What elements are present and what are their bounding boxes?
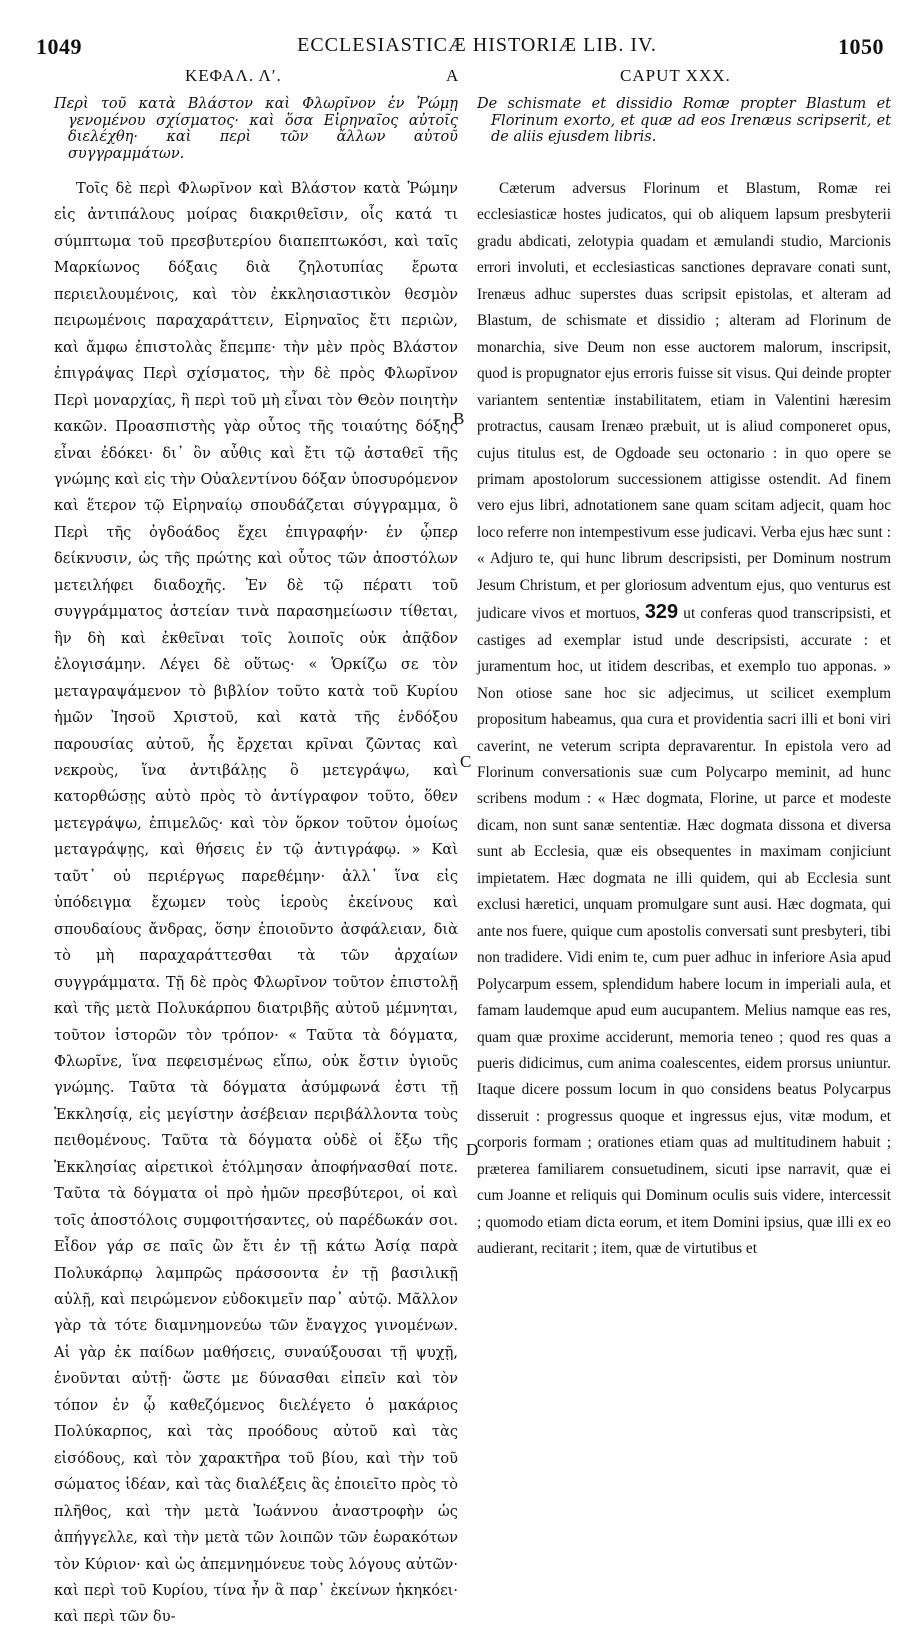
chapter-heading-latin: CAPUT XXX. [620, 66, 731, 85]
greek-chapter-summary [54, 96, 458, 162]
latin-chapter-summary [477, 96, 891, 146]
column-marker-a: A [446, 66, 459, 85]
margin-marker-b: B [453, 409, 465, 428]
margin-marker-c: C [460, 752, 472, 771]
greek-body-text: Τοῖς δὲ περὶ Φλωρῖνον καὶ Βλάστον κατὰ Ῥώμην εἰς ἀντιπάλους μοίρας διακριθεῖσιν, οἷς κατά τι σύμπτωμα τοῦ πρεσβυτερίου διαπεπτωκόσι, καὶ ταῖς Μαρκίωνος δόξαις διὰ ζηλοτυπίας ἔρωτα περιειλουμένοις, καὶ τὸν ἐκκλησιαστικὸν θεσμὸν πειρωμένοις παραχαράττειν, Εἰρηναῖος ἔτι περιὼν, καὶ ἄμφω ἐπιστολὰς ἔπεμπε· τὴν μὲν πρὸς Βλάστον ἐπιγράψας Περὶ σχίσματος, τὴν δὲ πρὸς Φλωρῖνον Περὶ μοναρχίας, ἢ περὶ τοῦ μὴ εἶναι τὸν Θεὸν ποιητὴν κακῶν. Προασπιστὴς γὰρ οὗτος τῆς τοιαύτης δόξης εἶναι ἐδόκει· δι᾽ ὃν αὖθις καὶ ἔτι τῷ ἀσταθεῖ τῆς γνώμης καὶ εἰς τὴν Οὐαλεντίνου δόξαν ὑποσυρόμενον καὶ ἕτερον τῷ Εἰρηναίῳ σπουδάζεται σύγγραμμα, ὃ Περὶ τῆς ὀγδοάδος ἔχει ἐπιγραφήν· ἐν ᾧπερ δείκνυσιν, ὡς τῆς πρώτης καὶ οὗτος τῶν ἀποστόλων μετειλήφει διαδοχῆς. Ἐν δὲ τῷ πέρατι τοῦ συγγράμματος ἀστείαν τινὰ παρασημείωσιν τίθεται, ἣν δὴ καὶ ἐκθεῖναι τοῖς λοιποῖς οὐκ ἀπᾷδον ἐλογισάμην. Λέγει δὲ οὕτως· « Ὁρκίζω σε τὸν μεταγραψάμενον τὸ βιβλίον τοῦτο κατὰ τοῦ Κυρίου ἡμῶν Ἰησοῦ Χριστοῦ, καὶ κατὰ τῆς ἐνδόξου παρουσίας αὐτοῦ, ἧς ἔρχεται κρῖναι ζῶντας καὶ νεκροὺς, ἵνα ἀντιβάλῃς ὃ μετεγράψω, καὶ κατορθώσῃς αὐτὸ πρὸς τὸ ἀντίγραφον τοῦτο, ὅθεν μετεγράψω, ἐπιμελῶς· καὶ τὸν ὅρκον τοῦτον ὁμοίως μεταγράψῃς, καὶ θήσεις ἐν τῷ ἀντιγράφῳ. » Καὶ ταῦτ᾽ οὐ περιέργως παρεθέμην· ἀλλ᾽ ἵνα εἰς ὑπόδειγμα ἔχωμεν τοὺς ἱεροὺς ἐκείνους καὶ σπουδαίους ἄνδρας, ὅσην ἐποιοῦντο ἀσφάλειαν, διὰ τὸ μὴ παραχαράττεσθαι τὰ τῶν ἀρχαίων συγγράμματα. Τῇ δὲ πρὸς Φλωρῖνον τοῦτον ἐπιστολῇ καὶ τῆς μετὰ Πολυκάρπου διατριβῆς αὐτοῦ μέμνηται, τοῦτον ἱστορῶν τὸν τρόπον· « Ταῦτα τὰ δόγματα, Φλωρῖνε, ἵνα πεφεισμένως εἴπω, οὐκ ἔστιν ὑγιοῦς γνώμης. Ταῦτα τὰ δόγματα ἀσύμφωνά ἐστι τῇ Ἐκκλησίᾳ, εἰς μεγίστην ἀσέβειαν περιβάλλοντα τοὺς πειθομένους. Ταῦτα τὰ δόγματα οὐδὲ οἱ ἔξω τῆς Ἐκκλησίας αἱρετικοὶ ἐτόλμησαν ἀποφήνασθαί ποτε. Ταῦτα τὰ δόγματα οἱ πρὸ ἡμῶν πρεσβύτεροι, οἱ καὶ τοῖς ἀποστόλοις συμφοιτήσαντες, οὐ παρέδωκάν σοι. Εἶδον γάρ σε παῖς ὢν ἔτι ἐν τῇ κάτω Ἀσίᾳ παρὰ Πολυκάρπῳ λαμπρῶς πράσσοντα ἐν τῇ βασιλικῇ αὐλῇ, καὶ πειρώμενον εὐδοκιμεῖν παρ᾽ αὐτῷ. Μᾶλλον γὰρ τὰ τότε διαμνημονεύω τῶν ἔναγχος γινομένων. Αἱ γὰρ ἐκ παίδων μαθήσεις, συναύξουσαι τῇ ψυχῇ, ἑνοῦνται αὐτῇ· ὥστε με δύνασθαι εἰπεῖν καὶ τὸν τόπον ἐν ᾧ καθεζόμενος διελέγετο ὁ μακάριος Πολύκαρπος, καὶ τὰς προόδους αὐτοῦ καὶ τὰς εἰσόδους, καὶ τὸν χαρακτῆρα τοῦ βίου, καὶ τὴν τοῦ σώματος ἰδέαν, καὶ τὰς διαλέξεις ἃς ἐποιεῖτο πρὸς τὸ πλῆθος, καὶ τὴν μετὰ Ἰωάννου ἀναστροφὴν ὡς ἀπήγγελλε, καὶ τὴν μετὰ τῶν λοιπῶν τῶν ἑωρακότων τὸν Κύριον· καὶ ὡς ἀπεμνημόνευε τοὺς λόγους αὐτῶν· καὶ περὶ τοῦ Κυρίου, τίνα ἦν ἃ παρ᾽ ἐκείνων ἠκηκόει· καὶ περὶ τῶν δυ- [54, 180, 458, 1626]
latin-body-paragraph [477, 176, 891, 1263]
greek-summary-text: Περὶ τοῦ κατὰ Βλάστον καὶ Φλωρῖνον ἐν Ῥώμῃ γενομένου σχίσματος· καὶ ὅσα Εἰρηναῖος αὐτοῖς διελέχθη· καὶ περὶ τῶν ἄλλων αὐτοῦ συγγραμμάτων. [54, 96, 458, 162]
column-number: 329 [644, 601, 679, 624]
latin-body-text-part2: ut conferas quod transcripsisti, et castiges ad exemplar istud unde descripsisti, accurate : et juramentum hoc, ut itidem describas, et exemplo tuo apponas. » Non otiose sane hoc sic adjecimus, ut scilicet exemplum propositum habeamus, qua cura et providentia sacri illi et boni viri caverint, ne veterum scripta depravarentur. In epistola vero ad Florinum conversationis suæ cum Polycarpo meminit, ad hunc scribens modum : « Hæc dogmata, Florine, ut parce et modeste dicam, non sunt sanæ sententiæ. Hæc dogmata dissona et diversa sunt ab Ecclesia, quæ eis obsequentes in maximam conjiciunt impietatem. Hæc dogmata ne illi quidem, qui ab Ecclesia sunt exclusi hæretici, unquam promulgare sunt ausi. Hæc dogmata, qui ante nos fuere, quique cum apostolis conversati sunt presbyteri, tibi non tradidere. Vidi enim te, cum puer adhuc in inferiore Asia apud Polycarpum essem, splendidum habere locum in imperiali aula, et famam laudemque apud eum aucupantem. Melius namque eas res, quam quæ proxime acciderunt, memoria teneo ; quod res quas a pueris didicimus, cum anima coalescentes, eidem prorsus uniuntur. Itaque dicere possum locum in quo considens beatus Polycarpus disseruit : progressus quoque et ingressus ejus, vitæ modum, et corporis formam ; orationes etiam quas ad multitudinem habuit ; præterea familiarem consuetudinem, sicuti ipse narravit, quæ ei cum Joanne et reliquis qui Dominum oculis suis videre, intercessit ; quomodo etiam dicta eorum, et item Domini ipsius, quæ illi ex eo audierant, recitarit ; item, quæ de virtutibus et [477, 605, 892, 1258]
chapter-heading-greek: ΚΕΦΑΛ. Λʹ. [185, 66, 282, 85]
page-number-left: 1049 [36, 34, 82, 59]
greek-body [54, 176, 458, 1631]
latin-body [477, 176, 891, 1263]
latin-summary-text: De schismate et dissidio Romæ propter Blastum et Florinum exorto, et quæ ad eos Irenæus scripserit, et de aliis ejusdem libris. [477, 96, 891, 145]
running-title: ECCLESIASTICÆ HISTORIÆ LIB. IV. [297, 34, 657, 56]
margin-marker-d: D [466, 1140, 479, 1159]
latin-body-text-part1: Cæterum adversus Florinum et Blastum, Romæ rei ecclesiasticæ hostes judicatos, qui ob aliquem lapsum presbyterii gradu abdicati, zelotypia quadam et æmulandi studio, Marcionis errori involuti, et ecclesiasticas sanctiones depravare conati sunt, Irenæus adhuc superstes duas scripsit epistolas, et alteram ad Blastum, de schismate et dissidio ; alteram ad Florinum de monarchia, sive Deum non esse auctorem malorum, inscripsit, quod is propugnator ejus erroris fuisse sit visus. Qui deinde propter variantem sententiæ instabilitatem, etiam in Valentini hæresim protractus, causam Irenæo præbuit, ut is aliud componeret opus, cujus titulus est, de Ogdoade seu octonario : in quo opere se primam apostolorum successionem attigisse ostendit. Ad finem vero ejus libri, adnotationem sane quam scitam adjecit, quam hoc loco referre non intempestivum esse judicavi. Verba ejus hæc sunt : « Adjuro te, qui hunc librum descripsisti, per Dominum nostrum Jesum Christum, et per gloriosum adventum ejus, quo venturus est judicare vivos et mortuos, [477, 180, 891, 623]
page-number-right: 1050 [838, 34, 884, 59]
